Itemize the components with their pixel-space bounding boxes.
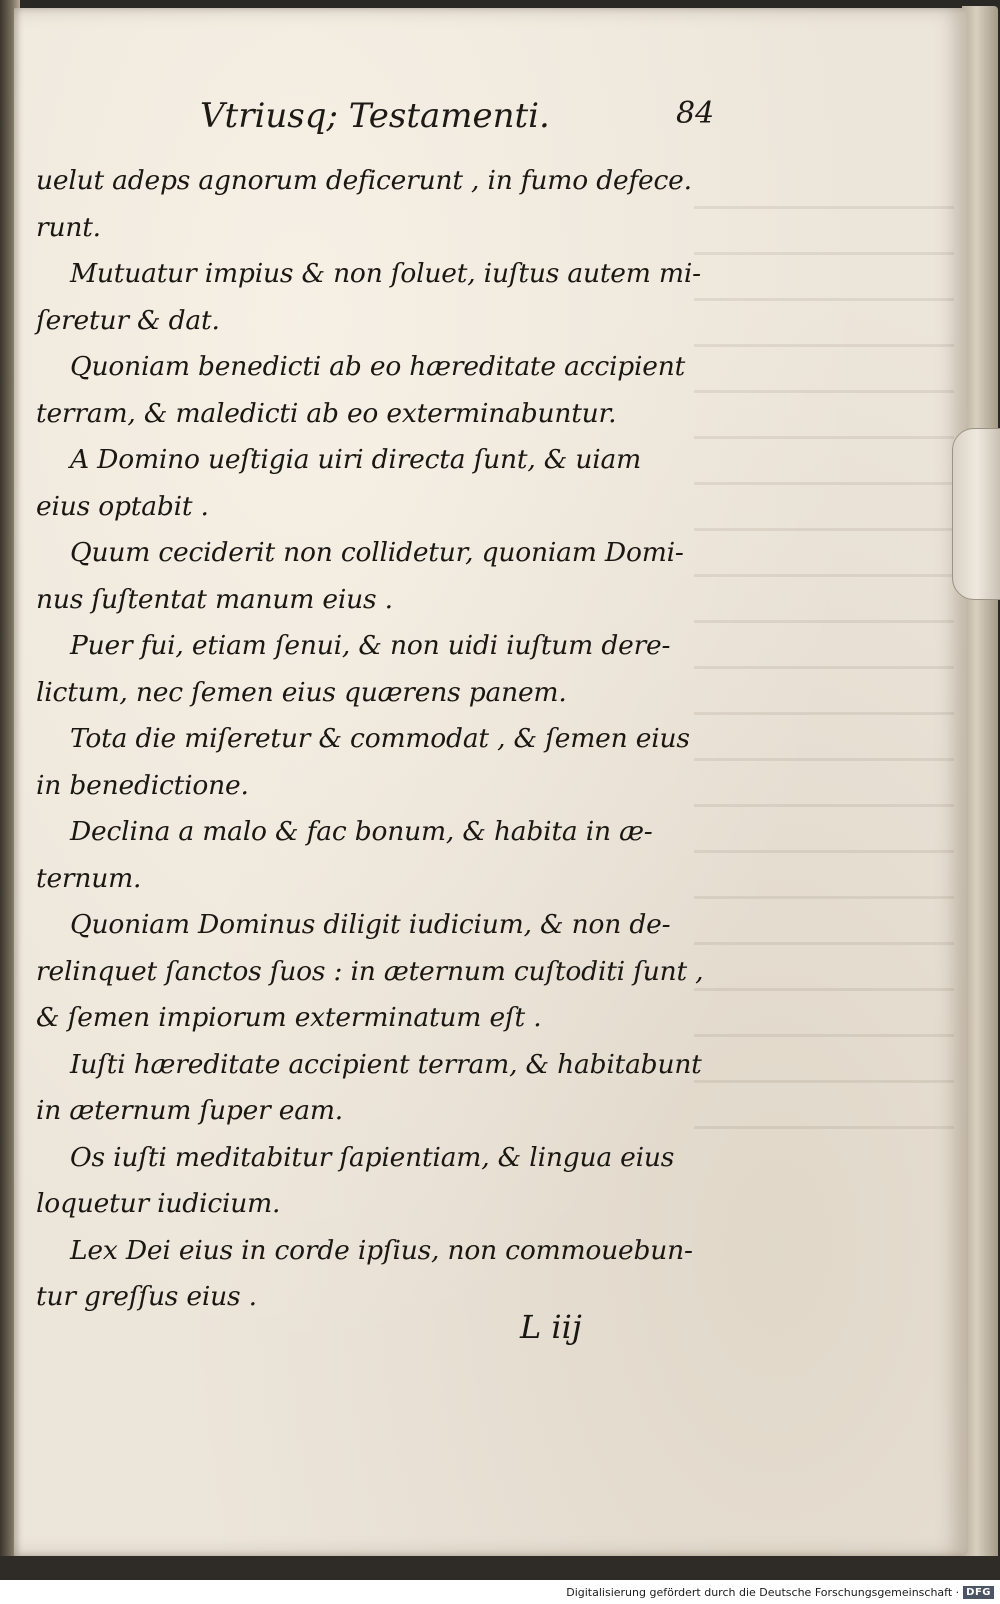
digitization-credit-bar [0, 1580, 1000, 1604]
psalm-text-block [36, 158, 736, 1321]
text-line: uelut adeps agnorum deficerunt , in fumo defece. [36, 165, 692, 196]
text-line: ternum. [36, 862, 142, 894]
text-line: loquetur iudicium. [36, 1188, 281, 1219]
dfg-logo: DFG [963, 1586, 994, 1599]
text-line: Os iuſti meditabitur ſapientiam, & lingua eius [70, 1141, 675, 1173]
text-line: Quoniam Dominus diligit iudicium, & non de- [70, 909, 671, 940]
text-line: Declina a malo & fac bonum, & habita in æ- [70, 816, 653, 847]
text-line: eius optabit . [36, 490, 209, 522]
text-line: & ſemen impiorum exterminatum eſt . [36, 1002, 542, 1033]
page-number: 84 [676, 96, 715, 131]
text-line: ſeretur & dat. [36, 304, 220, 336]
text-line: Mutuatur impius & non ſoluet, iuſtus autem mi- [70, 258, 701, 289]
text-line: in benedictione. [36, 769, 249, 801]
text-line: Lex Dei eius in corde ipſius, non commouebun- [70, 1234, 693, 1266]
text-line: terram, & maledicti ab eo exterminabuntur. [36, 397, 617, 429]
scan-bottom-margin [0, 1556, 1000, 1580]
text-line: Puer fui, etiam ſenui, & non uidi iuſtum dere- [70, 630, 671, 661]
funding-credit: Digitalisierung gefördert durch die Deutsche Forschungsgemeinschaft · [566, 1585, 960, 1599]
text-line: nus ſuſtentat manum eius . [36, 583, 393, 615]
text-line: Iuſti hæreditate accipient terram, & habitabunt [70, 1048, 702, 1080]
text-line: Quum ceciderit non collidetur, quoniam Domi- [70, 537, 684, 568]
scanner-clip [952, 428, 1000, 600]
book-page [14, 8, 968, 1556]
text-line: A Domino ueſtigia uiri directa ſunt, & uiam [70, 444, 642, 475]
text-line: Quoniam benedicti ab eo hæreditate accipient [70, 351, 686, 382]
running-head: Vtriusq; Testamenti. [200, 96, 550, 136]
text-line: tur greſſus eius . [36, 1281, 257, 1312]
page-header [14, 88, 974, 148]
text-line: lictum, nec ſemen eius quærens panem. [36, 676, 567, 708]
text-line: runt. [36, 211, 101, 243]
text-line: relinquet ſanctos ſuos : in æternum cuſtoditi ſunt , [36, 955, 704, 987]
signature-mark: L iij [520, 1308, 582, 1346]
text-line: in æternum ſuper eam. [36, 1095, 344, 1126]
text-line: Tota die miſeretur & commodat , & ſemen eius [70, 723, 690, 754]
